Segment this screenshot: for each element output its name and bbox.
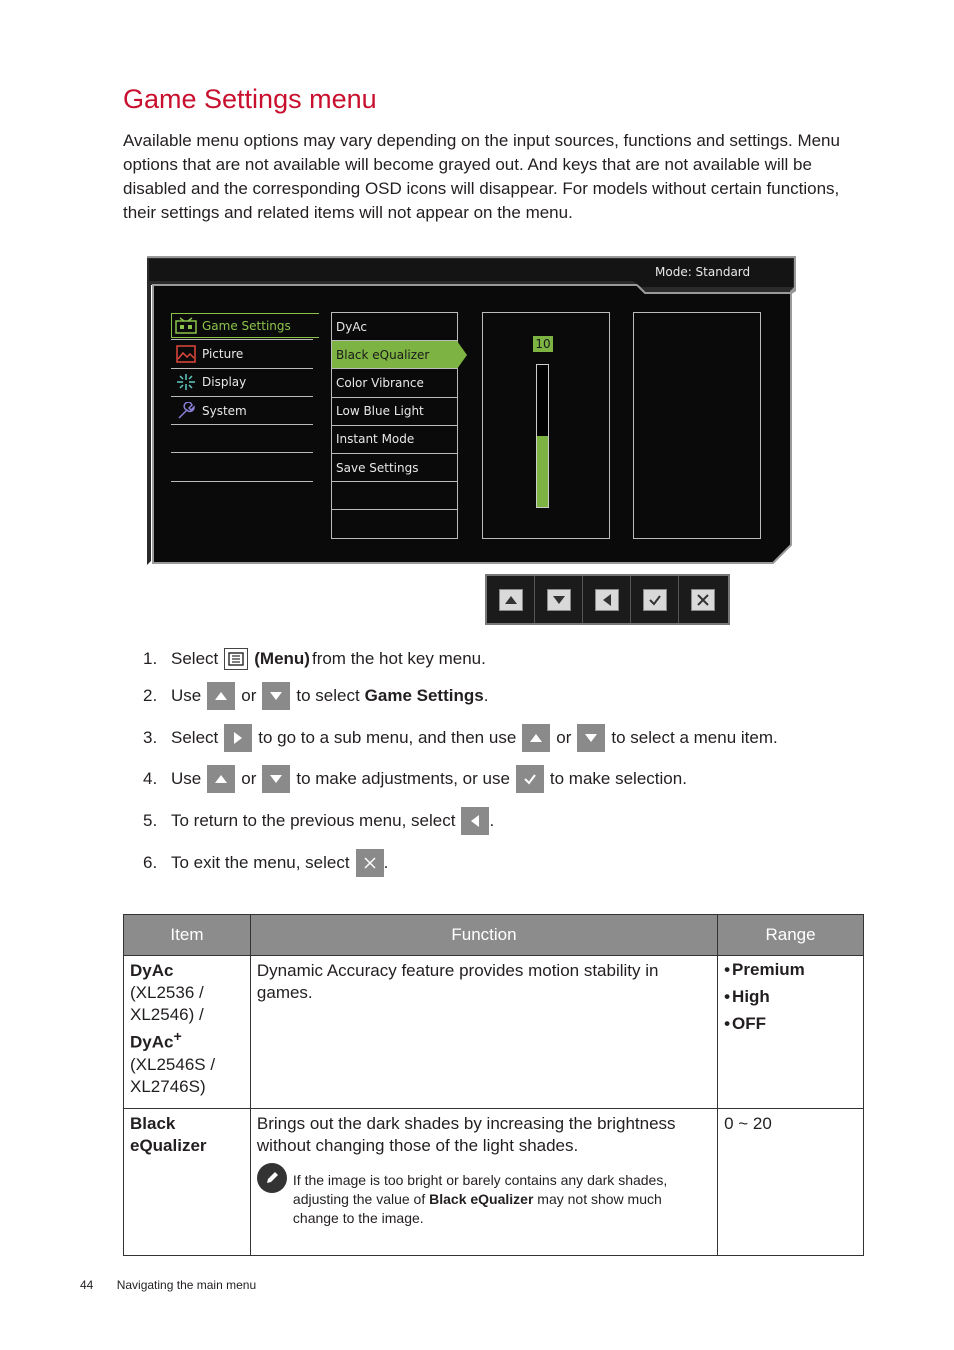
- hot-key-down[interactable]: [535, 576, 583, 623]
- osd-menu-item-system[interactable]: [171, 397, 313, 425]
- step-number: 1.: [143, 649, 158, 668]
- item-cell: [124, 956, 251, 1109]
- osd-menu-item-display[interactable]: [171, 369, 313, 397]
- item-models: (XL2536 / XL2546) /: [130, 983, 204, 1024]
- note-text: [293, 1171, 711, 1228]
- up-arrow-icon: [499, 589, 523, 611]
- osd-menu-item-game-settings[interactable]: [171, 312, 313, 340]
- osd-menu-label: Picture: [202, 346, 244, 361]
- osd-menu-label: System: [202, 403, 247, 418]
- function-text: Brings out the dark shades by increasing the brightness without changing those of the light shades.: [256, 1114, 676, 1155]
- item-cell: [124, 1109, 251, 1256]
- table-row: [124, 956, 864, 1109]
- down-arrow-icon: [262, 682, 290, 710]
- step-text: To return to the previous menu, select: [171, 811, 456, 830]
- step-bold: (Menu): [254, 649, 310, 668]
- note-bold: Black eQualizer: [429, 1191, 534, 1207]
- osd-sub-item-color-vibrance[interactable]: Color Vibrance: [332, 369, 457, 397]
- step-text: .: [483, 686, 489, 705]
- settings-table: [123, 914, 864, 1256]
- range-cell: 0 ~ 20: [718, 1109, 864, 1256]
- hot-key-bar: [485, 574, 730, 625]
- step-text: to make adjustments, or use: [296, 769, 510, 788]
- osd-sub-item-dyac[interactable]: DyAc: [332, 313, 457, 341]
- up-arrow-icon: [207, 765, 235, 793]
- page-footer: [80, 1278, 256, 1292]
- note: [257, 1171, 711, 1228]
- display-icon: [174, 372, 198, 392]
- osd-menu-item-picture[interactable]: [171, 340, 313, 368]
- step-text: to select a menu item.: [611, 728, 778, 747]
- item-name: DyAc: [130, 961, 174, 980]
- down-arrow-icon: [262, 765, 290, 793]
- step-text: or: [241, 686, 257, 705]
- osd-sub-item-low-blue-light[interactable]: Low Blue Light: [332, 398, 457, 426]
- item-name: DyAc: [130, 1032, 174, 1052]
- range-option: • Premium: [724, 956, 857, 983]
- item-models: (XL2546S / XL2746S): [130, 1054, 216, 1096]
- intro-paragraph: Available menu options may vary depending on the input sources, functions and settings. Menu options that are not available will become grayed out. And keys that are not available will be disabled and the corresponding OSD icons will disappear. For models without certain functions, their settings and related items will not appear on the menu.: [123, 131, 840, 222]
- step-text: or: [556, 728, 572, 747]
- item-sup: +: [173, 1029, 182, 1045]
- close-icon: [691, 589, 715, 611]
- header-item: Item: [124, 915, 251, 956]
- hot-key-left[interactable]: [583, 576, 631, 623]
- left-arrow-icon: [461, 807, 489, 835]
- osd-sub-item-save-settings[interactable]: Save Settings: [332, 454, 457, 482]
- system-icon: [174, 401, 198, 421]
- mode-indicator: Mode: Standard: [655, 265, 751, 279]
- menu-icon: [224, 648, 248, 670]
- item-name: Black eQualizer: [130, 1114, 207, 1155]
- hot-key-ok[interactable]: [631, 576, 679, 623]
- down-arrow-icon: [547, 589, 571, 611]
- note-text-post: may not show much change to the image.: [292, 1191, 662, 1226]
- step-text: Use: [171, 769, 202, 788]
- step-text: Select: [171, 728, 219, 747]
- table-row: [124, 1109, 864, 1256]
- check-icon: [516, 765, 544, 793]
- step-1: [143, 648, 488, 670]
- game-settings-icon: [174, 316, 198, 336]
- step-3: [143, 724, 778, 752]
- step-number: 4.: [143, 769, 158, 788]
- left-arrow-icon: [595, 589, 619, 611]
- range-option: • OFF: [724, 1010, 857, 1037]
- step-number: 6.: [143, 853, 158, 872]
- note-text-pre: If the image is too bright or barely contains any dark shades, adjusting the value of: [292, 1172, 668, 1207]
- value-slider[interactable]: [536, 364, 549, 508]
- step-6: [143, 849, 388, 877]
- osd-menu-item-empty: [171, 453, 313, 481]
- header-range: Range: [718, 915, 864, 956]
- step-5: [143, 807, 494, 835]
- function-cell: Dynamic Accuracy feature provides motion stability in games.: [250, 956, 717, 1109]
- slider-fill: [537, 436, 548, 507]
- step-text: from the hot key menu.: [311, 649, 486, 668]
- osd-sub-item-empty: [332, 482, 457, 510]
- function-cell: [250, 1109, 717, 1256]
- picture-icon: [174, 344, 198, 364]
- osd-menu-label: Display: [202, 375, 247, 390]
- step-text: To exit the menu, select: [171, 853, 350, 872]
- step-number: 3.: [143, 728, 158, 747]
- step-text: Select: [171, 649, 219, 668]
- range-cell: [718, 956, 864, 1109]
- close-icon: [356, 849, 384, 877]
- page-number: 44: [80, 1278, 94, 1292]
- step-text: Use: [171, 686, 202, 705]
- osd-menu-item-empty: [171, 425, 313, 453]
- range-option: • High: [724, 983, 857, 1010]
- slider-value: 10: [533, 336, 553, 352]
- osd-main-menu: [171, 312, 313, 482]
- osd-menu-label: Game Settings: [202, 318, 291, 333]
- footer-section: Navigating the main menu: [116, 1278, 257, 1292]
- step-number: 5.: [143, 811, 158, 830]
- step-text: .: [383, 853, 389, 872]
- osd-sub-item-empty: [332, 510, 457, 538]
- header-function: Function: [250, 915, 717, 956]
- hot-key-exit[interactable]: [679, 576, 727, 623]
- step-text: to select: [296, 686, 360, 705]
- table-header-row: [124, 915, 864, 956]
- osd-sub-item-instant-mode[interactable]: Instant Mode: [332, 426, 457, 454]
- step-text: to make selection.: [549, 769, 687, 788]
- step-2: [143, 682, 488, 710]
- osd-sub-menu: [331, 312, 458, 539]
- hot-key-up[interactable]: [487, 576, 535, 623]
- step-4: [143, 765, 687, 793]
- up-arrow-icon: [522, 724, 550, 752]
- down-arrow-icon: [577, 724, 605, 752]
- pencil-note-icon: [257, 1163, 287, 1193]
- check-icon: [643, 589, 667, 611]
- right-arrow-icon: [224, 724, 252, 752]
- step-text: .: [489, 811, 495, 830]
- osd-option-panel: [633, 312, 761, 539]
- step-text: or: [241, 769, 257, 788]
- osd-sub-item-black-equalizer[interactable]: Black eQualizer: [332, 341, 457, 369]
- step-number: 2.: [143, 686, 158, 705]
- up-arrow-icon: [207, 682, 235, 710]
- step-bold: Game Settings: [364, 686, 484, 705]
- page-title: Game Settings menu: [123, 84, 377, 114]
- step-text: to go to a sub menu, and then use: [258, 728, 517, 747]
